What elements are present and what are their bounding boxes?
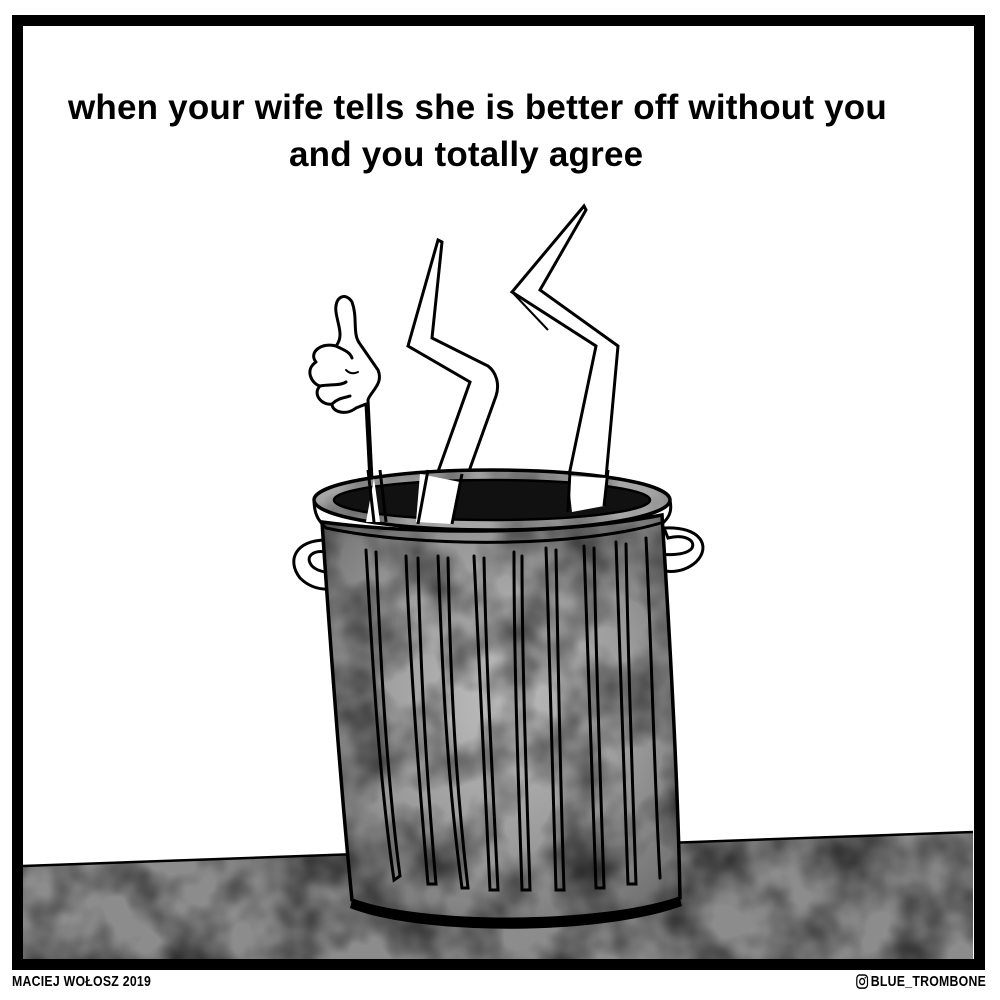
trash-can <box>294 470 703 940</box>
instagram-handle[interactable] <box>856 973 986 990</box>
caption-line-1: when your wife tells she is better off without you <box>68 88 887 127</box>
instagram-icon <box>856 974 868 989</box>
handle-text: BLUE_TROMBONE <box>870 973 987 990</box>
caption-line-2: and you totally agree <box>289 135 644 174</box>
author-credit: MACIEJ WOŁOSZ 2019 <box>12 973 152 990</box>
